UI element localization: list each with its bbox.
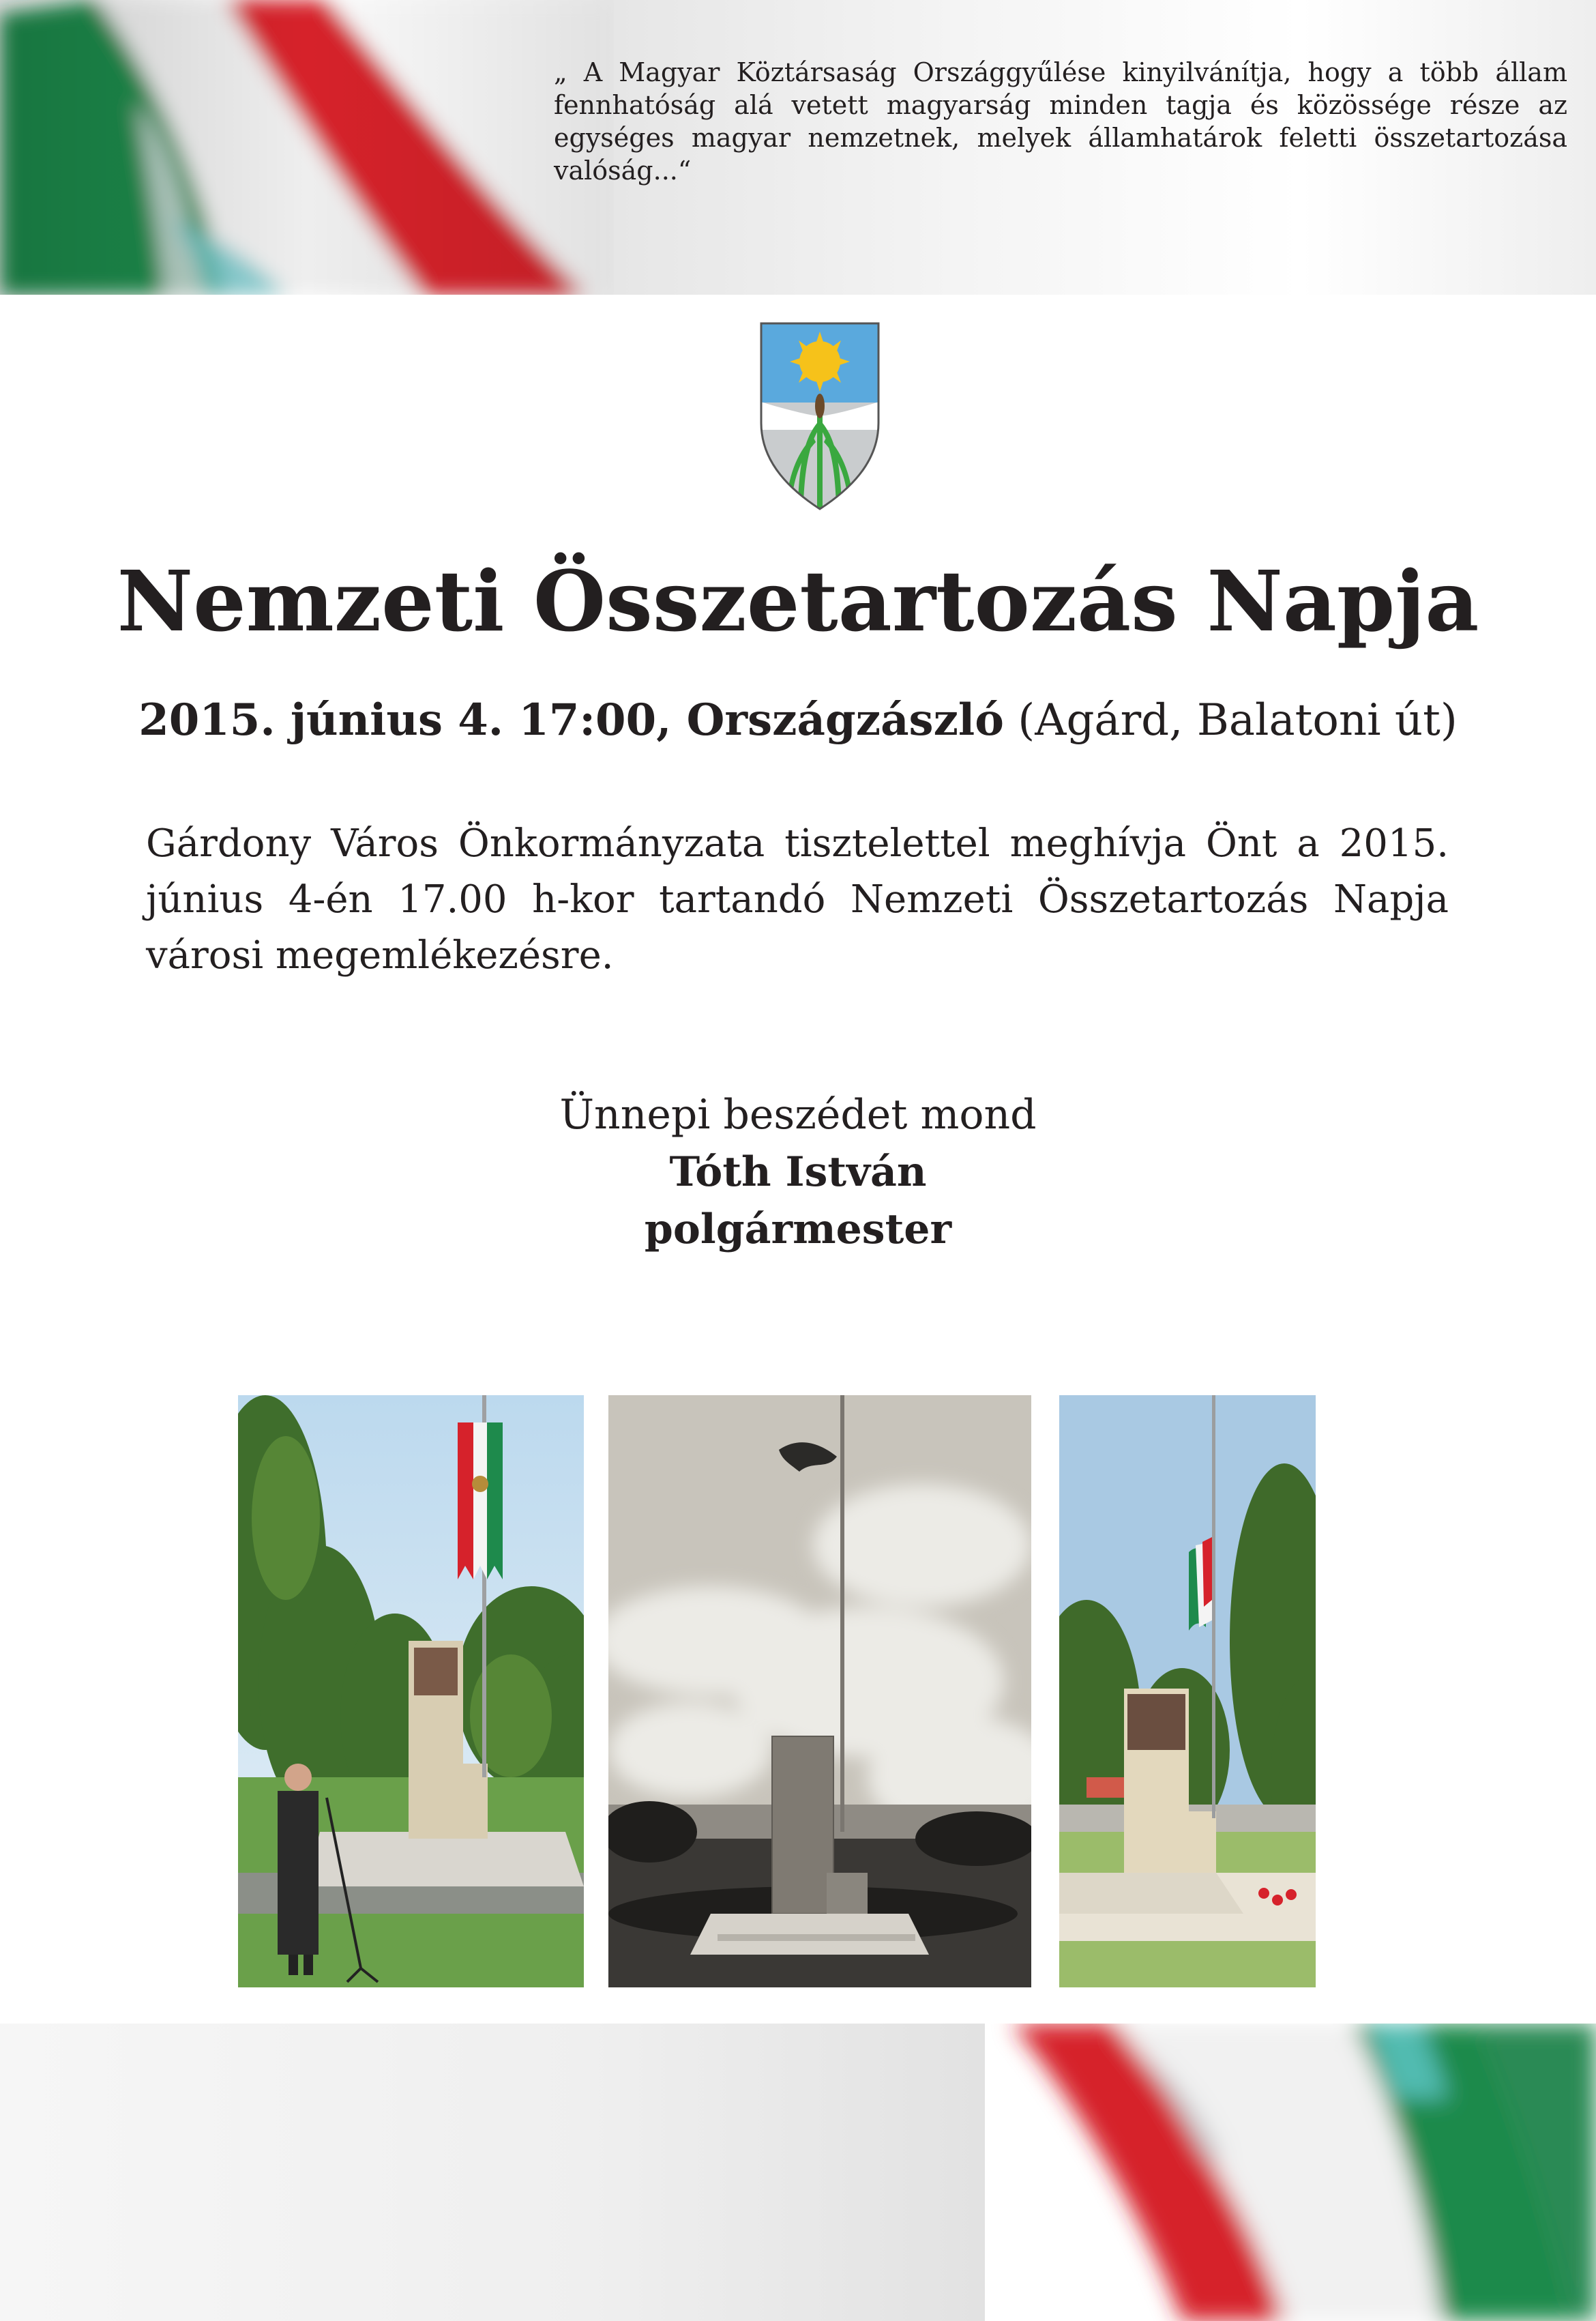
top-banner [0, 0, 1596, 295]
speaker-name: Tóth István [669, 1148, 927, 1196]
photo-memorial-with-flag [1059, 1395, 1316, 1987]
speaker-role: polgármester [644, 1206, 952, 1253]
coat-of-arms-icon [758, 321, 881, 512]
hungarian-flag-image-bottom [985, 2024, 1596, 2321]
photo-speaker-at-memorial [238, 1395, 584, 1987]
event-details [0, 688, 1596, 753]
bottom-gray-panel [0, 2024, 985, 2321]
event-datetime-place: 2015. június 4. 17:00, Országzászló [138, 695, 1004, 746]
event-location-detail: (Agárd, Balatoni út) [1018, 695, 1458, 746]
page-title: Nemzeti Összetartozás Napja [117, 552, 1479, 650]
speech-intro: Ünnepi beszédet mond [559, 1091, 1037, 1139]
hungarian-flag-image-top [0, 0, 614, 295]
quote-text: „ A Magyar Köztársaság Országgyűlése kinyilvánítja, hogy a több állam fennhatóság alá vetett magyarság minden tagja és közössége része az egységes magyar nemzetnek, melyek államhatárok feletti összetartozása valóság...“ [554, 57, 1567, 186]
invitation-text: Gárdony Város Önkormányzata tisztelettel meghívja Önt a 2015. június 4-én 17.00 h-kor tartandó Nemzeti Összetartozás Napja városi megemlékezésre. [146, 821, 1449, 978]
bottom-banner [0, 2024, 1596, 2321]
photo-historic-memorial [608, 1395, 1031, 1987]
speech-block [0, 1086, 1596, 1258]
